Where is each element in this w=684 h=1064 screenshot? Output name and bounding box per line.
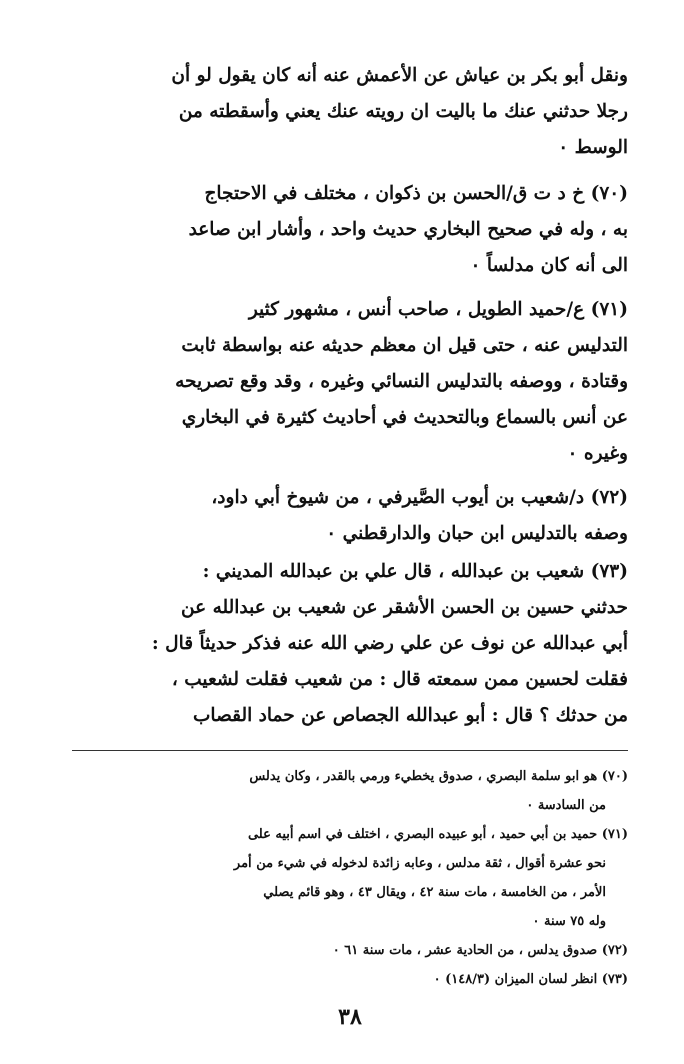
text-line: الى أنه كان مدلساً ٠ bbox=[470, 255, 628, 276]
footnote-line: من السادسة ٠ bbox=[526, 798, 606, 813]
footnotes bbox=[72, 762, 628, 994]
footnote-73 bbox=[72, 965, 628, 994]
footnote-line: نحو عشرة أقوال ، ثقة مدلس ، وعابه زائدة لدخوله في شيء من أمر bbox=[233, 856, 606, 871]
text-line: من حدثك ؟ قال : أبو عبدالله الجصاص عن حماد القصاب bbox=[193, 705, 628, 726]
text-line: وصفه بالتدليس ابن حبان والدارقطني ٠ bbox=[326, 523, 628, 544]
footnote-70 bbox=[72, 762, 628, 820]
text-line: أبي عبدالله عن نوف عن علي رضي الله عنه فذكر حديثاً قال : bbox=[151, 633, 628, 654]
page-number: ٣٨ bbox=[338, 1004, 362, 1030]
intro-paragraph bbox=[72, 58, 628, 166]
text-line: (٧٢) د/شعيب بن أيوب الصَّيرفي ، من شيوخ أبي داود، bbox=[211, 487, 628, 508]
text-line: التدليس عنه ، حتى قيل ان معظم حديثه عنه بواسطة ثابت bbox=[181, 335, 628, 356]
entry-73 bbox=[72, 554, 628, 734]
text-line: (٧١) ع/حميد الطويل ، صاحب أنس ، مشهور كثير bbox=[248, 299, 628, 320]
footnote-line: (٧٣) انظر لسان الميزان (١٤٨/٣) ٠ bbox=[433, 972, 628, 987]
footnote-line: الأمر ، من الخامسة ، مات سنة ٤٢ ، ويقال ٤٣ ، وهو قائم يصلي bbox=[263, 885, 606, 900]
text-line: فقلت لحسين ممن سمعته قال : من شعيب فقلت لشعيب ، bbox=[171, 669, 628, 690]
entry-71 bbox=[72, 292, 628, 472]
text-line: حدثني حسين بن الحسن الأشقر عن شعيب بن عبدالله عن bbox=[181, 597, 628, 618]
text-line: ونقل أبو بكر بن عياش عن الأعمش عنه أنه كان يقول لو أن bbox=[171, 65, 628, 86]
footnote-line: وله ٧٥ سنة ٠ bbox=[532, 914, 606, 929]
entry-70 bbox=[72, 176, 628, 284]
text-line: وقتادة ، ووصفه بالتدليس النسائي وغيره ، وقد وقع تصريحه bbox=[175, 371, 628, 392]
text-line: عن أنس بالسماع وبالتحديث في أحاديث كثيرة في البخاري bbox=[181, 407, 628, 428]
footnote-71 bbox=[72, 820, 628, 936]
text-line: به ، وله في صحيح البخاري حديث واحد ، وأشار ابن صاعد bbox=[188, 219, 628, 240]
footnote-divider bbox=[72, 750, 628, 751]
book-page bbox=[72, 58, 628, 1048]
footnote-72 bbox=[72, 936, 628, 965]
text-line: رجلا حدثني عنك ما باليت ان رويته عنك يعني وأسقطته من bbox=[178, 101, 628, 122]
text-line: وغيره ٠ bbox=[567, 443, 628, 464]
text-line: (٧٠) خ د ت ق/الحسن بن ذكوان ، مختلف في الاحتجاج bbox=[204, 183, 628, 204]
footnote-line: (٧٠) هو ابو سلمة البصري ، صدوق يخطيء ورمي بالقدر ، وكان يدلس bbox=[249, 769, 628, 784]
footnote-line: (٧٢) صدوق يدلس ، من الحادية عشر ، مات سنة ٦١ ٠ bbox=[332, 943, 628, 958]
footnote-line: (٧١) حميد بن أبي حميد ، أبو عبيده البصري ، اختلف في اسم أبيه على bbox=[247, 827, 628, 842]
text-line: (٧٣) شعيب بن عبدالله ، قال علي بن عبدالله المديني : bbox=[202, 561, 628, 582]
entry-72 bbox=[72, 480, 628, 552]
text-line: الوسط ٠ bbox=[558, 137, 628, 158]
